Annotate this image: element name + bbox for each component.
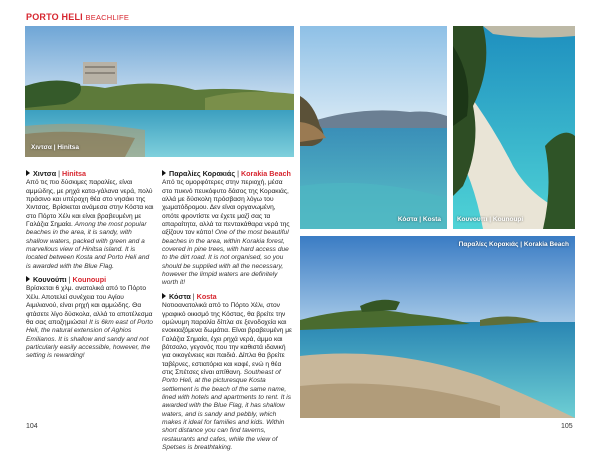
- photo-korakia: [300, 236, 575, 418]
- text-column-middle: [162, 170, 293, 452]
- photo-kosta: [300, 26, 447, 229]
- header-section: BEACHLIFE: [85, 13, 130, 22]
- section-title: Κουνούπι | Kounoupi: [26, 276, 155, 284]
- caption-kounoupi: Κουνουπι | Kounoupi: [457, 216, 524, 223]
- caption-korakia: Παραλίες Κορακιάς | Korakia Beach: [458, 241, 569, 248]
- photo-kounoupi: [453, 26, 575, 229]
- page-number-left: 104: [26, 423, 38, 430]
- body-english: One of the most beautiful beaches in the area, within Korakia forest, covered in pine trees, with hard access due to the dirt road. It is not organised, so you should be supplied with all the necessary, however the limpid waters are definitely worth it!: [162, 229, 289, 287]
- section-hinitsa: [26, 170, 155, 271]
- section-title: Χιντσα | Hinitsa: [26, 170, 155, 178]
- body-greek: Βρίσκεται 6 χλμ. ανατολικά από το Πόρτο Χέλι. Αποτελεί συνέχεια του Αγίου Αιμιλιανού, είναι ρηχή και αμμώδης. Θα φτάσετε λίγο δύσκολα, αλλά το αποτέλεσμα θα σας αποζημιώσει!: [26, 285, 153, 326]
- section-kounoupi: [26, 276, 155, 360]
- title-english: Hinitsa: [62, 169, 86, 178]
- title-english: Kosta: [196, 291, 217, 301]
- body-greek: Από τις ομορφότερες στην περιοχή, μέσα στο πυκνό πευκόφυτο δάσος της Κορακιάς, αλλά με δύσκολη πρόσβαση λόγω του χωματόδρομου. Δεν είναι οργανωμένη, οπότε φροντίστε να έχετε μαζί σας τα απαραίτητα, αλλά τα πεντακάθαρα νερά της αξίζουν τον κόπο!: [162, 179, 290, 237]
- caption-kosta: Κόστα | Kosta: [397, 216, 441, 223]
- arrow-right-icon: [26, 276, 30, 282]
- caption-hinitsa: Χιντσα | Hinitsa: [31, 144, 80, 151]
- running-header: [26, 12, 129, 22]
- arrow-right-icon: [162, 293, 166, 299]
- body-greek: Από τις πιο δύσκιμες παραλίες, είναι αμμώδης, με ρηχά κατα-γάλανα νερά, πολύ πράσινο και υπέροχη θέα στο νησάκι της Χιντσας. Βρίσκεται ανάμεσα στην Κόστα και στο Πόρτο Χέλι και είναι βραβευμένη με Γαλάζια Σημαία.: [26, 179, 154, 229]
- title-greek: Παραλίες Κορακιάς: [169, 169, 236, 178]
- arrow-right-icon: [26, 170, 30, 176]
- header-brand: PORTO HELI: [26, 12, 83, 22]
- title-english: Kounoupi: [72, 275, 107, 285]
- title-greek: Κόστα: [169, 291, 191, 301]
- title-greek: Χιντσα: [33, 169, 57, 178]
- section-kosta: [162, 293, 293, 452]
- section-title: Κόστα | Kosta: [162, 293, 293, 301]
- body-english: It is 6km east of Porto Heli, the natural extension of Aghios Emilianos. It is shallow and sandy and not particularly easily accessible, however, the setting is rewarding!: [26, 318, 153, 360]
- section-korakia: [162, 170, 293, 288]
- title-greek: Κουνούπι: [33, 275, 67, 285]
- arrow-right-icon: [162, 170, 166, 176]
- body-english: Southeast of Porto Heli, at the picturesque Kosta settlement is the beach of the same name, lined with hotels and apartments to rent. It is awarded with the Blue Flag, it has shallow waters, and is sandy and pebbly, which makes it ideal for families and kids. Within short distance you can find taverns, restaurants and cafes, while the view of Spetses is breathtaking.: [162, 368, 292, 451]
- title-english: Korakia Beach: [240, 169, 291, 178]
- text-column-left: [26, 170, 155, 361]
- body-greek: Νοτιοανατολικά από το Πόρτο Χέλι, στον γραφικό οικισμό της Κόστας, θα βρείτε την ομώνυμη παραλία δίπλα σε ξενοδοχεία και ενοικιαζόμενα δωμάτια. Είναι βραβευμένη με Γαλάζια Σημαία, έχει ρηχά νερά, άμμο και βότσαλο, γεγονός που την καθιστά ιδανική για οικογένειες και παιδιά. Δίπλα θα βρείτε ταβέρνες, εστιατόρια και καφέ, ενώ η θέα στις Σπέτσες είναι απίθανη.: [162, 302, 292, 376]
- section-title: Παραλίες Κορακιάς | Korakia Beach: [162, 170, 293, 178]
- photo-hinitsa: [25, 26, 294, 157]
- page-number-right: 105: [561, 423, 573, 430]
- body-english: Among the most popular beaches in the area, it is sandy, with shallow waters, packed with green and a marvellous view of Hinitsa island. It is located between Kosta and Porto Heli and is awarded with the Blue Flag.: [26, 221, 150, 270]
